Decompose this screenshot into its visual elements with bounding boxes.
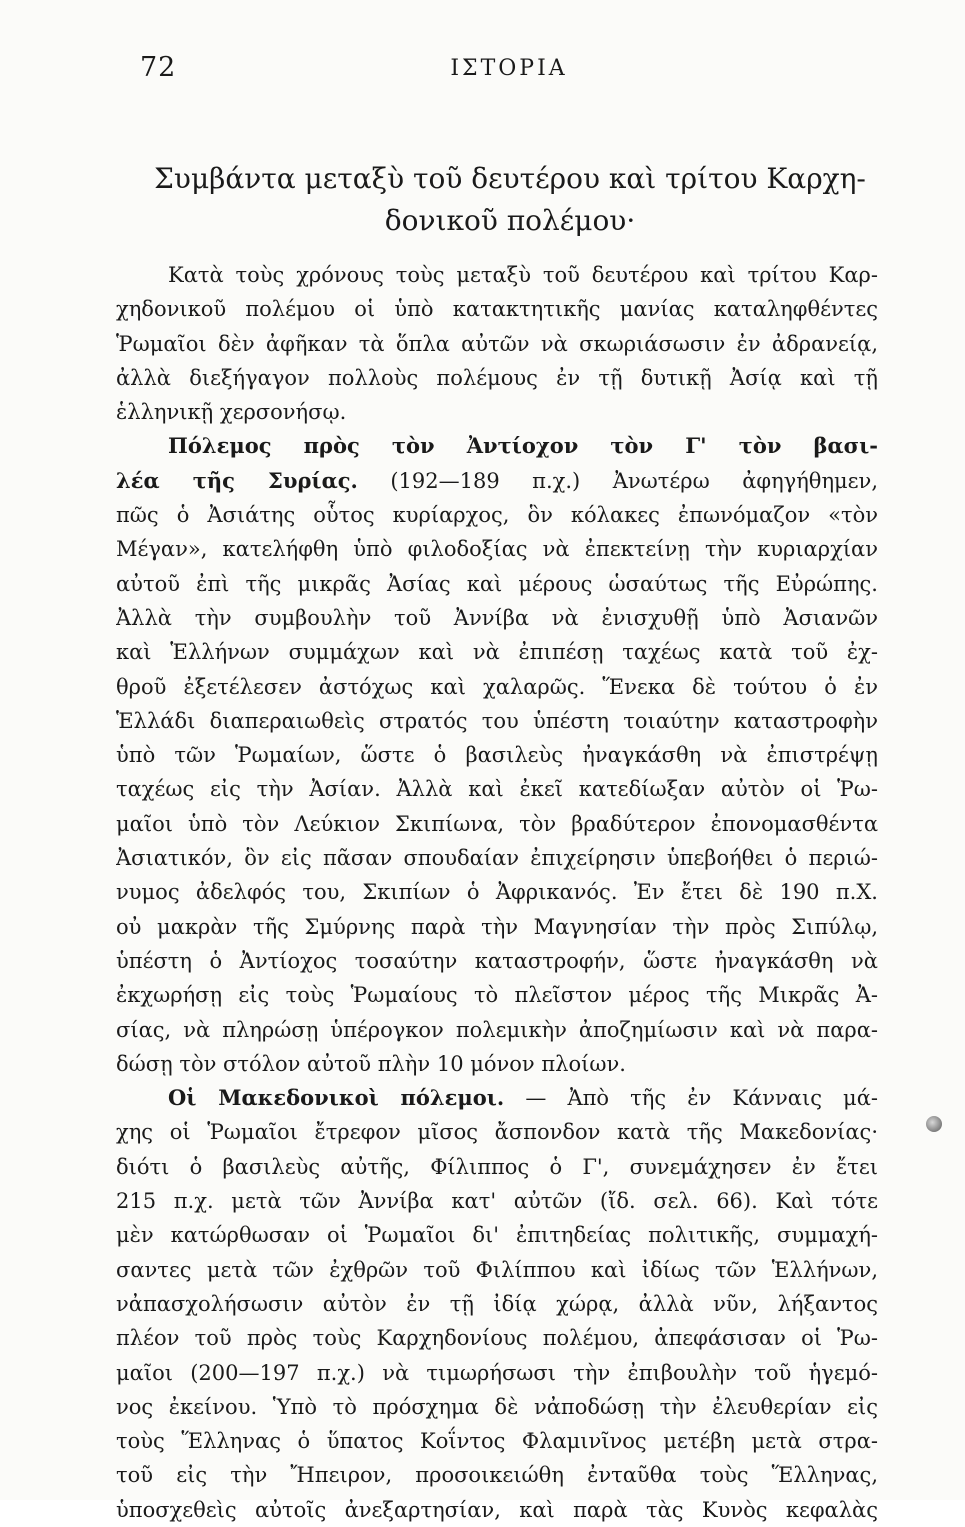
text-line: ταχέως εἰς τὴν Ἀσίαν. Ἀλλὰ καὶ ἐκεῖ κατεδίωξαν αὐτὸν οἱ Ῥω-	[116, 777, 878, 802]
text-line	[116, 464, 878, 498]
text-line: Ἀσιατικόν, ὃν εἰς πᾶσαν σπουδαίαν ἐπιχείρησιν ὑπεβοήθει ὁ περιώ-	[116, 846, 878, 871]
page-number: 72	[140, 52, 177, 83]
text-line: ὑπέστη ὁ Ἀντίοχος τοσαύτην καταστροφήν, ὥστε ἠναγκάσθη νὰ	[116, 948, 878, 973]
text-line	[116, 429, 878, 463]
body-text	[116, 258, 878, 1527]
subsection-heading: Πόλεμος πρὸς τὸν Ἀντίοχον τὸν Γ' τὸν βασι-	[168, 433, 878, 459]
text-line: ὑπὸ τῶν Ῥωμαίων, ὥστε ὁ βασιλεὺς ἠναγκάσθη νὰ ἐπιστρέψῃ	[116, 743, 878, 768]
subsection-heading: Οἱ Μακεδονικοὶ πόλεμοι.	[168, 1085, 505, 1111]
text-line: σαντες μετὰ τῶν ἐχθρῶν τοῦ Φιλίππου καὶ ἰδίως τῶν Ἑλλήνων,	[116, 1257, 878, 1282]
text-line: Ῥωμαῖοι δὲν ἀφῆκαν τὰ ὅπλα αὐτῶν νὰ σκωριάσωσιν ἐν ἀδρανείᾳ,	[116, 331, 878, 356]
section-title-line: Συμβάντα μεταξὺ τοῦ δευτέρου καὶ τρίτου Καρχη-	[154, 162, 866, 195]
text-line: θροῦ ἐξετέλεσεν ἀστόχως καὶ χαλαρῶς. Ἕνεκα δὲ τούτου ὁ ἐν	[116, 674, 878, 699]
text-line: δώσῃ τὸν στόλον αὐτοῦ πλὴν 10 μόνον πλοίων.	[116, 1051, 626, 1076]
section-title	[150, 158, 870, 242]
text-line: χηδονικοῦ πολέμου οἱ ὑπὸ κατακτητικῆς μανίας καταληφθέντες	[116, 297, 878, 322]
section-title-line: δονικοῦ πολέμου·	[384, 204, 636, 237]
text-line: πῶς ὁ Ἀσιάτης οὗτος κυρίαρχος, ὃν κόλακες ἐπωνόμαζον «τὸν	[116, 503, 878, 528]
text-line: χης οἱ Ῥωμαῖοι ἔτρεφον μῖσος ἄσπονδον κατὰ τῆς Μακεδονίας·	[116, 1120, 878, 1145]
text-line: ἐκχωρήσῃ εἰς τοὺς Ῥωμαίους τὸ πλεῖστον μέρος τῆς Μικρᾶς Ἀ-	[116, 983, 878, 1008]
text-line: 215 π.χ. μετὰ τῶν Ἀννίβα κατ' αὐτῶν (ἴδ. σελ. 66). Καὶ τότε	[116, 1189, 878, 1214]
text-run: (192—189 π.χ.) Ἀνωτέρω ἀφηγήθημεν,	[357, 468, 878, 493]
text-line: ἀλλὰ διεξήγαγον πολλοὺς πολέμους ἐν τῇ δυτικῇ Ἀσίᾳ καὶ τῇ	[116, 365, 878, 390]
text-line: νυμος ἀδελφός του, Σκιπίων ὁ Ἀφρικανός. Ἐν ἔτει δὲ 190 π.Χ.	[116, 880, 878, 905]
text-line: μὲν κατώρθωσαν οἱ Ῥωμαῖοι δι' ἐπιτηδείας πολιτικῆς, συμμαχή-	[116, 1223, 878, 1248]
text-line: Ἀλλὰ τὴν συμβουλὴν τοῦ Ἀννίβα νὰ ἐνισχυθῇ ὑπὸ Ἀσιανῶν	[116, 605, 878, 630]
text-line: νος ἐκείνου. Ὑπὸ τὸ πρόσχημα δὲ νἀποδώσῃ τὴν ἐλευθερίαν εἰς	[116, 1394, 878, 1419]
text-line: Κατὰ τοὺς χρόνους τοὺς μεταξὺ τοῦ δευτέρου καὶ τρίτου Καρ-	[168, 263, 878, 287]
text-line: πλέον τοῦ πρὸς τοὺς Καρχηδονίους πολέμου, ἀπεφάσισαν οἱ Ῥω-	[116, 1326, 878, 1351]
text-line	[116, 1081, 878, 1115]
text-line: ὑποσχεθεὶς αὐτοῖς ἀνεξαρτησίαν, καὶ παρὰ τὰς Κυνὸς κεφαλὰς	[116, 1497, 878, 1522]
text-line: Ἑλλάδι διαπεραιωθεὶς στρατός του ὑπέστη τοιαύτην καταστροφὴν	[116, 708, 878, 733]
text-line: διότι ὁ βασιλεὺς αὐτῆς, Φίλιππος ὁ Γ', συνεμάχησεν ἐν ἔτει	[116, 1154, 878, 1179]
text-line: καὶ Ἑλλήνων συμμάχων καὶ νὰ ἐπιπέσῃ ταχέως κατὰ τοῦ ἐχ-	[116, 640, 878, 665]
text-line: ἑλληνικῇ χερσονήσῳ.	[116, 400, 347, 425]
text-line: μαῖοι (200—197 π.χ.) νὰ τιμωρήσωσι τὴν ἐπιβουλὴν τοῦ ἡγεμό-	[116, 1360, 878, 1385]
text-line: αὐτοῦ ἐπὶ τῆς μικρᾶς Ἀσίας καὶ μέρους ὡσαύτως τῆς Εὐρώπης.	[116, 571, 878, 596]
binding-hole	[926, 1116, 942, 1132]
text-line: τοῦ εἰς τὴν Ἤπειρον, προσοικειώθη ἐνταῦθα τοὺς Ἕλληνας,	[116, 1463, 878, 1488]
text-line: οὐ μακρὰν τῆς Σμύρνης παρὰ τὴν Μαγνησίαν τὴν πρὸς Σιπύλῳ,	[116, 914, 878, 939]
text-line: τοὺς Ἕλληνας ὁ ὕπατος Κοΐντος Φλαμινῖνος μετέβη μετὰ στρα-	[116, 1429, 878, 1454]
text-line: Μέγαν», κατελήφθη ὑπὸ φιλοδοξίας νὰ ἐπεκτείνῃ τὴν κυριαρχίαν	[116, 537, 878, 562]
text-line: μαῖοι ὑπὸ τὸν Λεύκιον Σκιπίωνα, τὸν βραδύτερον ἐπονομασθέντα	[116, 811, 878, 836]
text-line: νἀπασχολήσωσιν αὐτὸν ἐν τῇ ἰδίᾳ χώρᾳ, ἀλλὰ νῦν, λήξαντος	[116, 1291, 878, 1316]
running-head: ΙΣΤΟΡΙΑ	[450, 56, 568, 81]
text-run: — Ἀπὸ τῆς ἐν Κάνναις μά-	[504, 1086, 878, 1111]
subsection-heading: λέα τῆς Συρίας.	[116, 467, 358, 493]
text-line: σίας, νὰ πληρώσῃ ὑπέρογκον πολεμικὴν ἀποζημίωσιν καὶ νὰ παρα-	[116, 1017, 878, 1042]
page-header	[140, 52, 878, 92]
